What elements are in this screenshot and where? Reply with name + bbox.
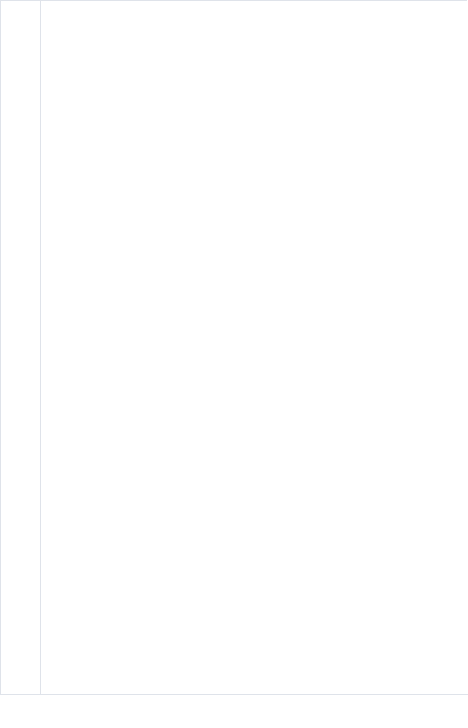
pin-column: [0, 0, 41, 694]
table-bottom-border: [0, 694, 468, 695]
